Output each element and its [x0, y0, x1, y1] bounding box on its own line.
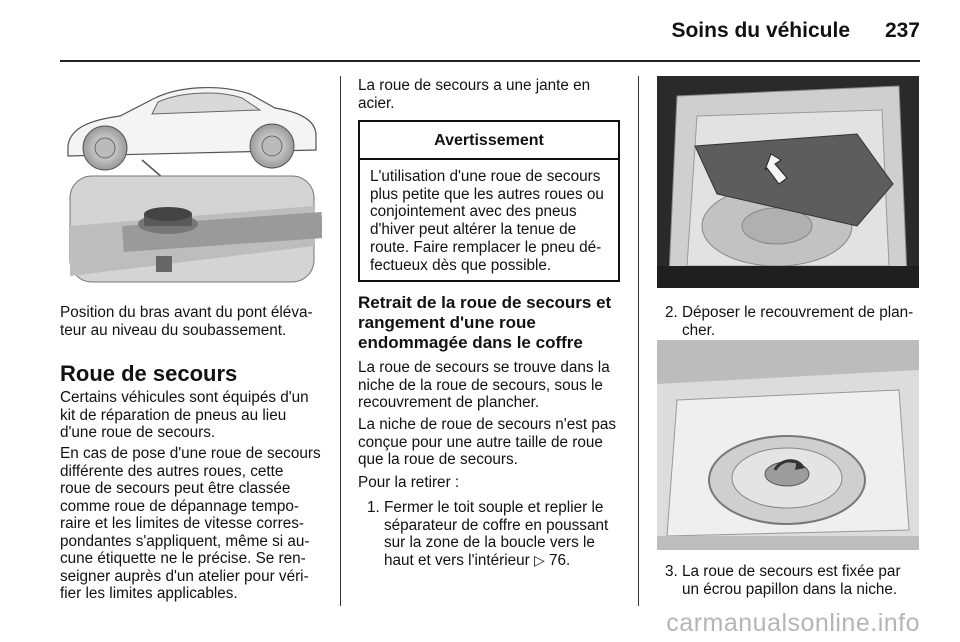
- subsection-title-removal: Retrait de la roue de secours et rangement d'une roue endommagée dans le coffre: [358, 293, 612, 352]
- spare-wheel-paragraph-2: En cas de pose d'une roue de secours différente des autres roues, cette roue de secours peut être classée comme roue de dépannage tempo- raire et les limites de vitesse corres- pondantes s'appliquent, même si au- cune étiquette ne le précise. Se ren- seigner auprès d'un atelier pour véri- fier les limites applicables.: [60, 445, 321, 602]
- spare-wheel-niche-illustration: [657, 340, 919, 550]
- section-title-spare-wheel: Roue de secours: [60, 361, 238, 386]
- lift-point-caption: Position du bras avant du pont éléva- teur au niveau du soubassement.: [60, 304, 313, 339]
- steel-rim-intro: La roue de secours a une jante en acier.: [358, 77, 591, 112]
- spare-wheel-paragraph-1: Certains véhicules sont équipés d'un kit de réparation de pneus au lieu d'une roue de secours.: [60, 389, 309, 441]
- header-rule: [60, 60, 920, 62]
- watermark: carmanualsonline.info: [666, 609, 920, 637]
- removal-paragraph-3: Pour la retirer :: [358, 474, 460, 491]
- warning-title: Avertissement: [360, 122, 618, 160]
- removal-paragraph-2: La niche de roue de secours n'est pas conçue pour une autre taille de roue que la roue de secours.: [358, 416, 617, 468]
- column-divider-right: [638, 76, 639, 606]
- step-2-text: Déposer le recouvrement de plan- cher.: [682, 304, 914, 339]
- spare-wheel-niche-drawing: [657, 340, 919, 550]
- lift-point-illustration: [60, 76, 322, 288]
- step-1-text: [384, 499, 624, 569]
- lift-point-drawing: [60, 76, 322, 288]
- step-1-page-ref: 76.: [549, 551, 571, 569]
- page-number: 237: [884, 19, 920, 42]
- removal-paragraph-1: La roue de secours se trouve dans la niche de la roue de secours, sous le recouvrement de plancher.: [358, 359, 610, 411]
- page-header-title: Soins du véhicule: [671, 19, 850, 42]
- trunk-floor-cover-illustration: [657, 76, 919, 288]
- trunk-floor-cover-drawing: [657, 76, 919, 288]
- page-reference-icon: ▷: [534, 551, 545, 568]
- step-1-number: 1.: [367, 499, 380, 516]
- step-3-number: 3.: [665, 563, 678, 580]
- step-3-text: La roue de secours est fixée par un écrou papillon dans la niche.: [682, 563, 901, 598]
- column-divider-left: [340, 76, 341, 606]
- step-1-body: Fermer le toit souple et replier le séparateur de coffre en poussant sur la zone de la boucle vers le haut et vers l'intérieur: [384, 499, 609, 569]
- warning-box: [358, 120, 620, 282]
- warning-text: L'utilisation d'une roue de secours plus petite que les autres roues ou conjointement avec des pneus d'hiver peut altérer la tenue de route. Faire remplacer le pneu dé- fectueux dès que possible.: [370, 168, 604, 274]
- step-2-number: 2.: [665, 304, 678, 321]
